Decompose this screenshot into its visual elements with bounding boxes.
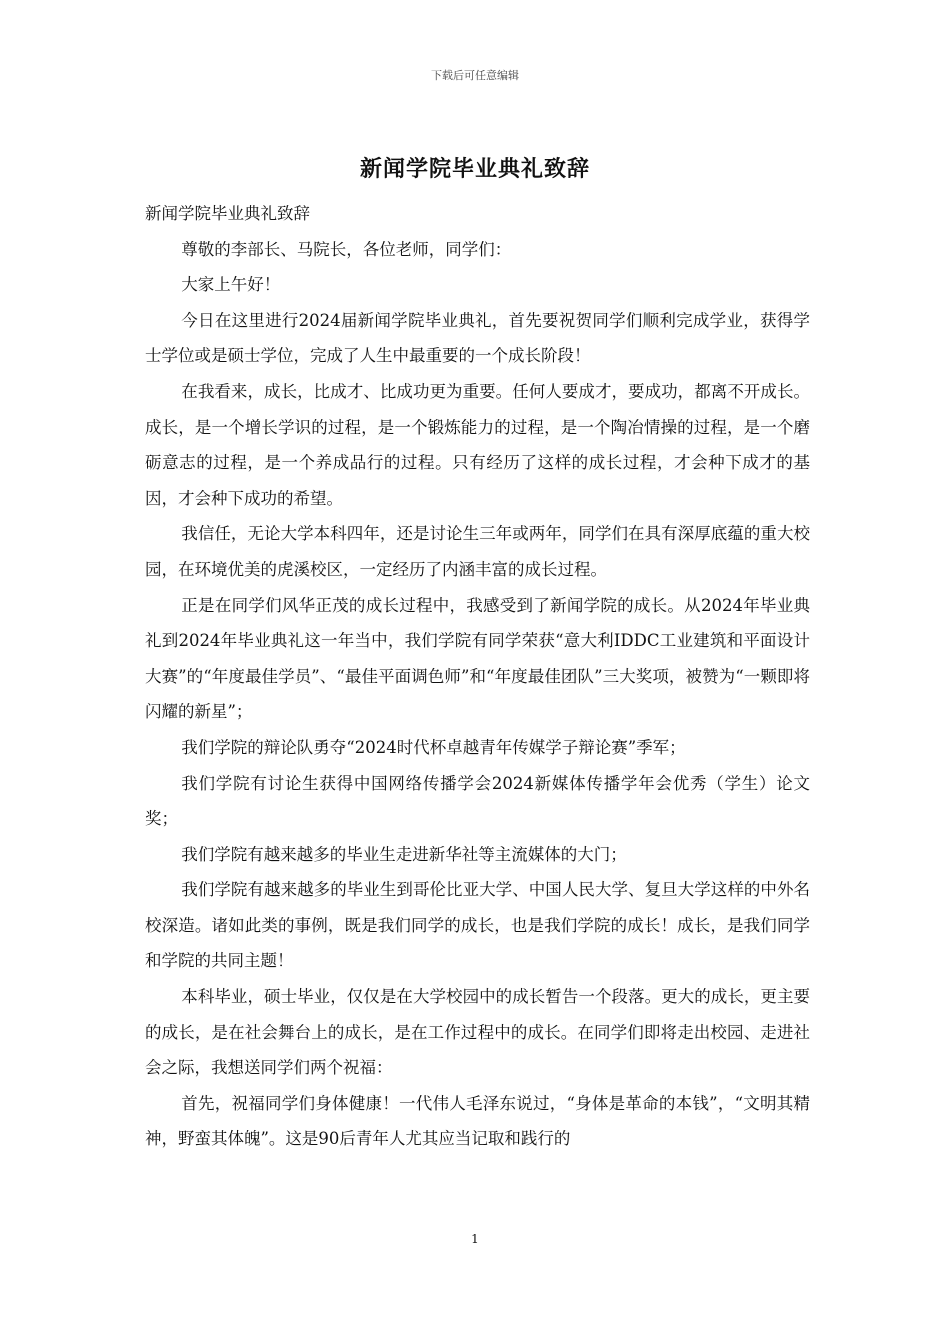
document-body [145,196,810,1157]
paragraph: 我信任，无论大学本科四年，还是讨论生三年或两年，同学们在具有深厚底蕴的重大校园，在环境优美的虎溪校区，一定经历了内涵丰富的成长过程。 [145,524,810,579]
paragraph: 我们学院有越来越多的毕业生到哥伦比亚大学、中国人民大学、复旦大学这样的中外名校深造。诸如此类的事例，既是我们同学的成长，也是我们学院的成长！成长，是我们同学和学院的共同主题！ [145,880,810,971]
paragraph: 今日在这里进行2024届新闻学院毕业典礼，首先要祝贺同学们顺利完成学业，获得学士学位或是硕士学位，完成了人生中最重要的一个成长阶段！ [145,310,810,366]
page-header-note: 下载后可任意编辑 [431,69,519,82]
paragraph-salutation: 尊敬的李部长、马院长，各位老师，同学们： [181,239,512,259]
paragraph-greeting: 大家上午好！ [181,275,281,295]
paragraph: 在我看来，成长，比成才、比成功更为重要。任何人要成才，要成功，都离不开成长。成长，是一个增长学识的过程，是一个锻炼能力的过程，是一个陶冶情操的过程，是一个磨砺意志的过程，是一个养成品行的过程。只有经历了这样的成长过程，才会种下成才的基因，才会种下成功的希望。 [145,381,810,508]
paragraph: 我们学院的辩论队勇夺“2024时代杯卓越青年传媒学子辩论赛”季军； [181,737,686,757]
document-title: 新闻学院毕业典礼致辞 [359,156,590,182]
paragraph: 首先，祝福同学们身体健康！一代伟人毛泽东说过，“身体是革命的本钱”，“文明其精神，野蛮其体魄”。这是90后青年人尤其应当记取和践行的 [145,1093,810,1149]
paragraph: 我们学院有讨论生获得中国网络传播学会2024新媒体传播学年会优秀（学生）论文奖； [145,773,810,829]
page-number: 1 [471,1232,479,1246]
paragraph: 我们学院有越来越多的毕业生走进新华社等主流媒体的大门； [181,844,627,864]
paragraph: 本科毕业，硕士毕业，仅仅是在大学校园中的成长暂告一个段落。更大的成长，更主要的成长，是在社会舞台上的成长，是在工作过程中的成长。在同学们即将走出校园、走进社会之际，我想送同学们两个祝福： [145,987,810,1078]
paragraph-subtitle: 新闻学院毕业典礼致辞 [145,204,310,223]
paragraph: 正是在同学们风华正茂的成长过程中，我感受到了新闻学院的成长。从2024年毕业典礼到2024年毕业典礼这一年当中，我们学院有同学荣获“意大利IDDC工业建筑和平面设计大赛”的“年度最佳学员”、“最佳平面调色师”和“年度最佳团队”三大奖项，被赞为“一颗即将闪耀的新星”； [145,595,810,722]
